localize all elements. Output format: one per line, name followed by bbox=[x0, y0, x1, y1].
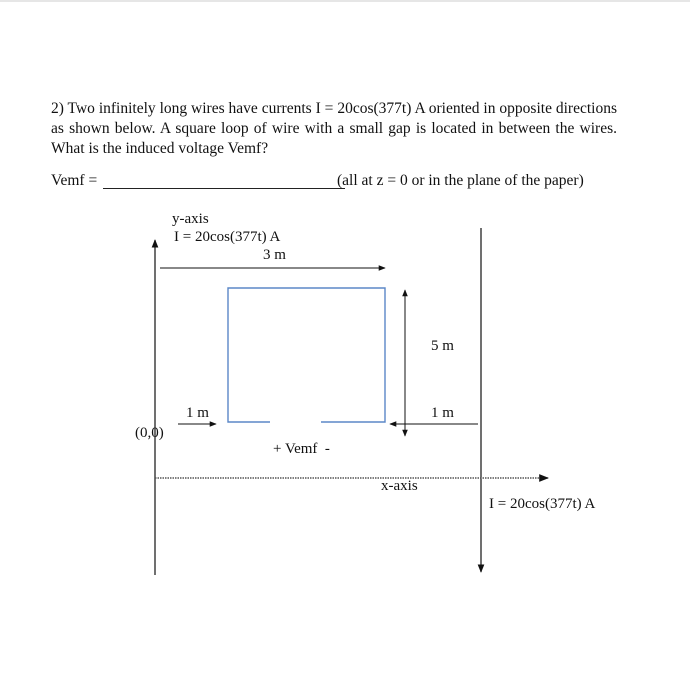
y-axis-label: y-axis bbox=[172, 211, 209, 227]
right-current-label: I = 20cos(377t) A bbox=[489, 496, 596, 512]
width-label: 3 m bbox=[263, 247, 286, 263]
answer-label: Vemf = bbox=[51, 172, 98, 189]
problem-statement: 2) Two infinitely long wires have currents I = 20cos(377t) A oriented in opposite directions as shown below. A square loop of wire with a small gap is located in between the wires. What is the induced voltage Vemf? bbox=[51, 100, 617, 157]
left-current-label: I = 20cos(377t) A bbox=[174, 229, 281, 245]
square-loop bbox=[228, 288, 385, 422]
right-offset-label: 1 m bbox=[431, 405, 454, 421]
x-axis-label: x-axis bbox=[381, 478, 418, 494]
height-label: 5 m bbox=[431, 338, 454, 354]
vemf-gap-label: + Vemf - bbox=[273, 441, 330, 457]
answer-note: (all at z = 0 or in the plane of the paper) bbox=[337, 172, 584, 189]
origin-label: (0,0) bbox=[135, 425, 164, 441]
left-offset-label: 1 m bbox=[186, 405, 209, 421]
